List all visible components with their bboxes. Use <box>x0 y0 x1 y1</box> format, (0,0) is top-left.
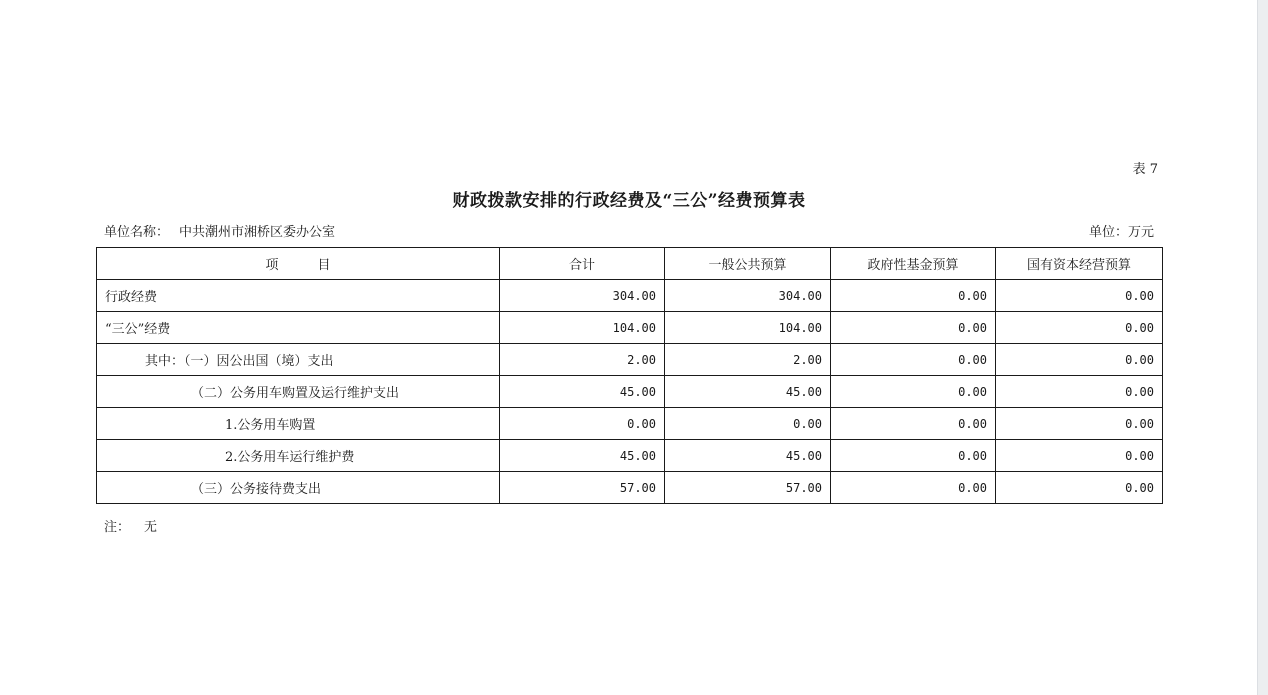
row-item: 1.公务用车购置 <box>97 408 500 440</box>
row-state: 0.00 <box>996 440 1163 472</box>
row-general: 104.00 <box>665 312 831 344</box>
row-fund: 0.00 <box>831 344 996 376</box>
footnote <box>104 516 157 535</box>
header-state-capital-budget: 国有资本经营预算 <box>996 248 1163 280</box>
row-total: 104.00 <box>500 312 665 344</box>
row-item: “三公”经费 <box>97 312 500 344</box>
org-label: 单位名称： <box>104 225 170 240</box>
row-item: 其中：（一）因公出国（境）支出 <box>97 344 500 376</box>
viewer-scrollbar-gutter[interactable] <box>1257 0 1268 695</box>
row-fund: 0.00 <box>831 376 996 408</box>
unit-row <box>104 221 1154 241</box>
row-fund: 0.00 <box>831 280 996 312</box>
row-state: 0.00 <box>996 280 1163 312</box>
row-total: 45.00 <box>500 440 665 472</box>
page-title: 财政拨款安排的行政经费及“三公”经费预算表 <box>452 191 806 211</box>
row-total: 57.00 <box>500 472 665 504</box>
note-label: 注： <box>104 520 131 535</box>
org-name: 中共潮州市湘桥区委办公室 <box>179 225 336 240</box>
org-info <box>104 221 335 240</box>
table-header-row <box>97 248 1163 280</box>
note-text: 无 <box>144 520 158 535</box>
unit-label: 单位：万元 <box>1088 225 1154 240</box>
row-general: 45.00 <box>665 376 831 408</box>
table-row <box>97 344 1163 376</box>
row-item: 行政经费 <box>97 280 500 312</box>
row-item: 2.公务用车运行维护费 <box>97 440 500 472</box>
table-row <box>97 376 1163 408</box>
table-row <box>97 440 1163 472</box>
row-state: 0.00 <box>996 312 1163 344</box>
row-fund: 0.00 <box>831 408 996 440</box>
table-row <box>97 280 1163 312</box>
row-general: 57.00 <box>665 472 831 504</box>
header-item: 项 目 <box>97 248 500 280</box>
table-row <box>97 472 1163 504</box>
row-fund: 0.00 <box>831 440 996 472</box>
row-state: 0.00 <box>996 344 1163 376</box>
row-fund: 0.00 <box>831 472 996 504</box>
row-total: 45.00 <box>500 376 665 408</box>
header-fund-budget: 政府性基金预算 <box>831 248 996 280</box>
row-fund: 0.00 <box>831 312 996 344</box>
table-row <box>97 312 1163 344</box>
header-general-budget: 一般公共预算 <box>665 248 831 280</box>
row-state: 0.00 <box>996 472 1163 504</box>
row-state: 0.00 <box>996 408 1163 440</box>
table-row <box>97 408 1163 440</box>
row-total: 2.00 <box>500 344 665 376</box>
row-general: 304.00 <box>665 280 831 312</box>
row-state: 0.00 <box>996 376 1163 408</box>
row-general: 2.00 <box>665 344 831 376</box>
budget-table <box>96 247 1163 504</box>
row-item: （二）公务用车购置及运行维护支出 <box>97 376 500 408</box>
row-total: 304.00 <box>500 280 665 312</box>
row-item: （三）公务接待费支出 <box>97 472 500 504</box>
table-number: 表 7 <box>1132 162 1158 177</box>
row-general: 0.00 <box>665 408 831 440</box>
header-total: 合计 <box>500 248 665 280</box>
row-general: 45.00 <box>665 440 831 472</box>
row-total: 0.00 <box>500 408 665 440</box>
